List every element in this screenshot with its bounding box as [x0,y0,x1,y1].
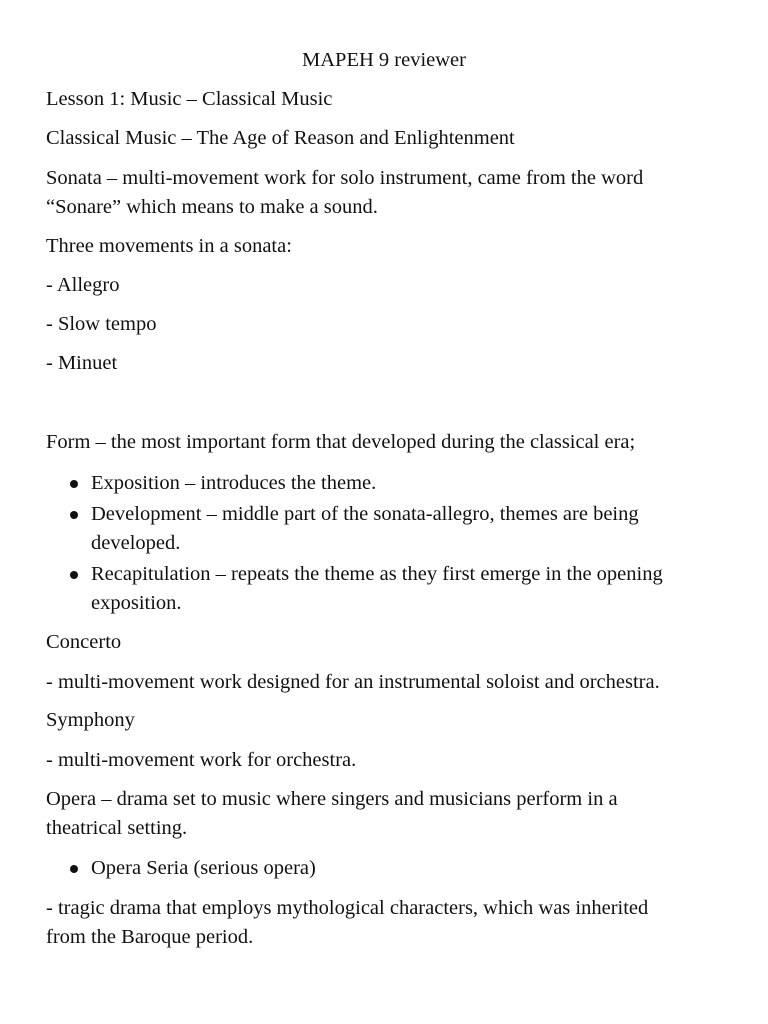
form-item-recapitulation-line-2: exposition. [91,592,182,614]
opera-definition-line-1: Opera – drama set to music where singers and musicians perform in a [46,788,618,810]
bullet-icon [70,571,78,579]
form-item-development-line-2: developed. [91,532,181,554]
sonata-definition-line-2: “Sonare” which means to make a sound. [46,196,378,218]
document-title: MAPEH 9 reviewer [302,49,466,71]
form-heading: Form – the most important form that developed during the classical era; [46,431,636,453]
opera-definition-line-2: theatrical setting. [46,817,188,839]
movement-item: - Allegro [46,274,120,296]
movement-item: - Slow tempo [46,313,157,335]
bullet-icon [70,511,78,519]
movement-item: - Minuet [46,352,118,374]
symphony-description: - multi-movement work for orchestra. [46,749,357,771]
form-item-recapitulation-line-1: Recapitulation – repeats the theme as they first emerge in the opening [91,563,663,585]
bullet-icon [70,865,78,873]
opera-seria-description-line-1: - tragic drama that employs mythological characters, which was inherited [46,897,649,919]
section-subtitle: Classical Music – The Age of Reason and Enlightenment [46,127,515,149]
sonata-definition-line-1: Sonata – multi-movement work for solo instrument, came from the word [46,167,644,189]
bullet-icon [70,480,78,488]
opera-seria-description-line-2: from the Baroque period. [46,926,254,948]
form-item-exposition: Exposition – introduces the theme. [91,472,377,494]
concerto-heading: Concerto [46,631,122,653]
form-item-development-line-1: Development – middle part of the sonata-allegro, themes are being [91,503,639,525]
movements-heading: Three movements in a sonata: [46,235,292,257]
symphony-heading: Symphony [46,709,135,731]
concerto-description: - multi-movement work designed for an instrumental soloist and orchestra. [46,671,660,693]
lesson-heading: Lesson 1: Music – Classical Music [46,88,333,110]
opera-item-seria: Opera Seria (serious opera) [91,857,316,879]
